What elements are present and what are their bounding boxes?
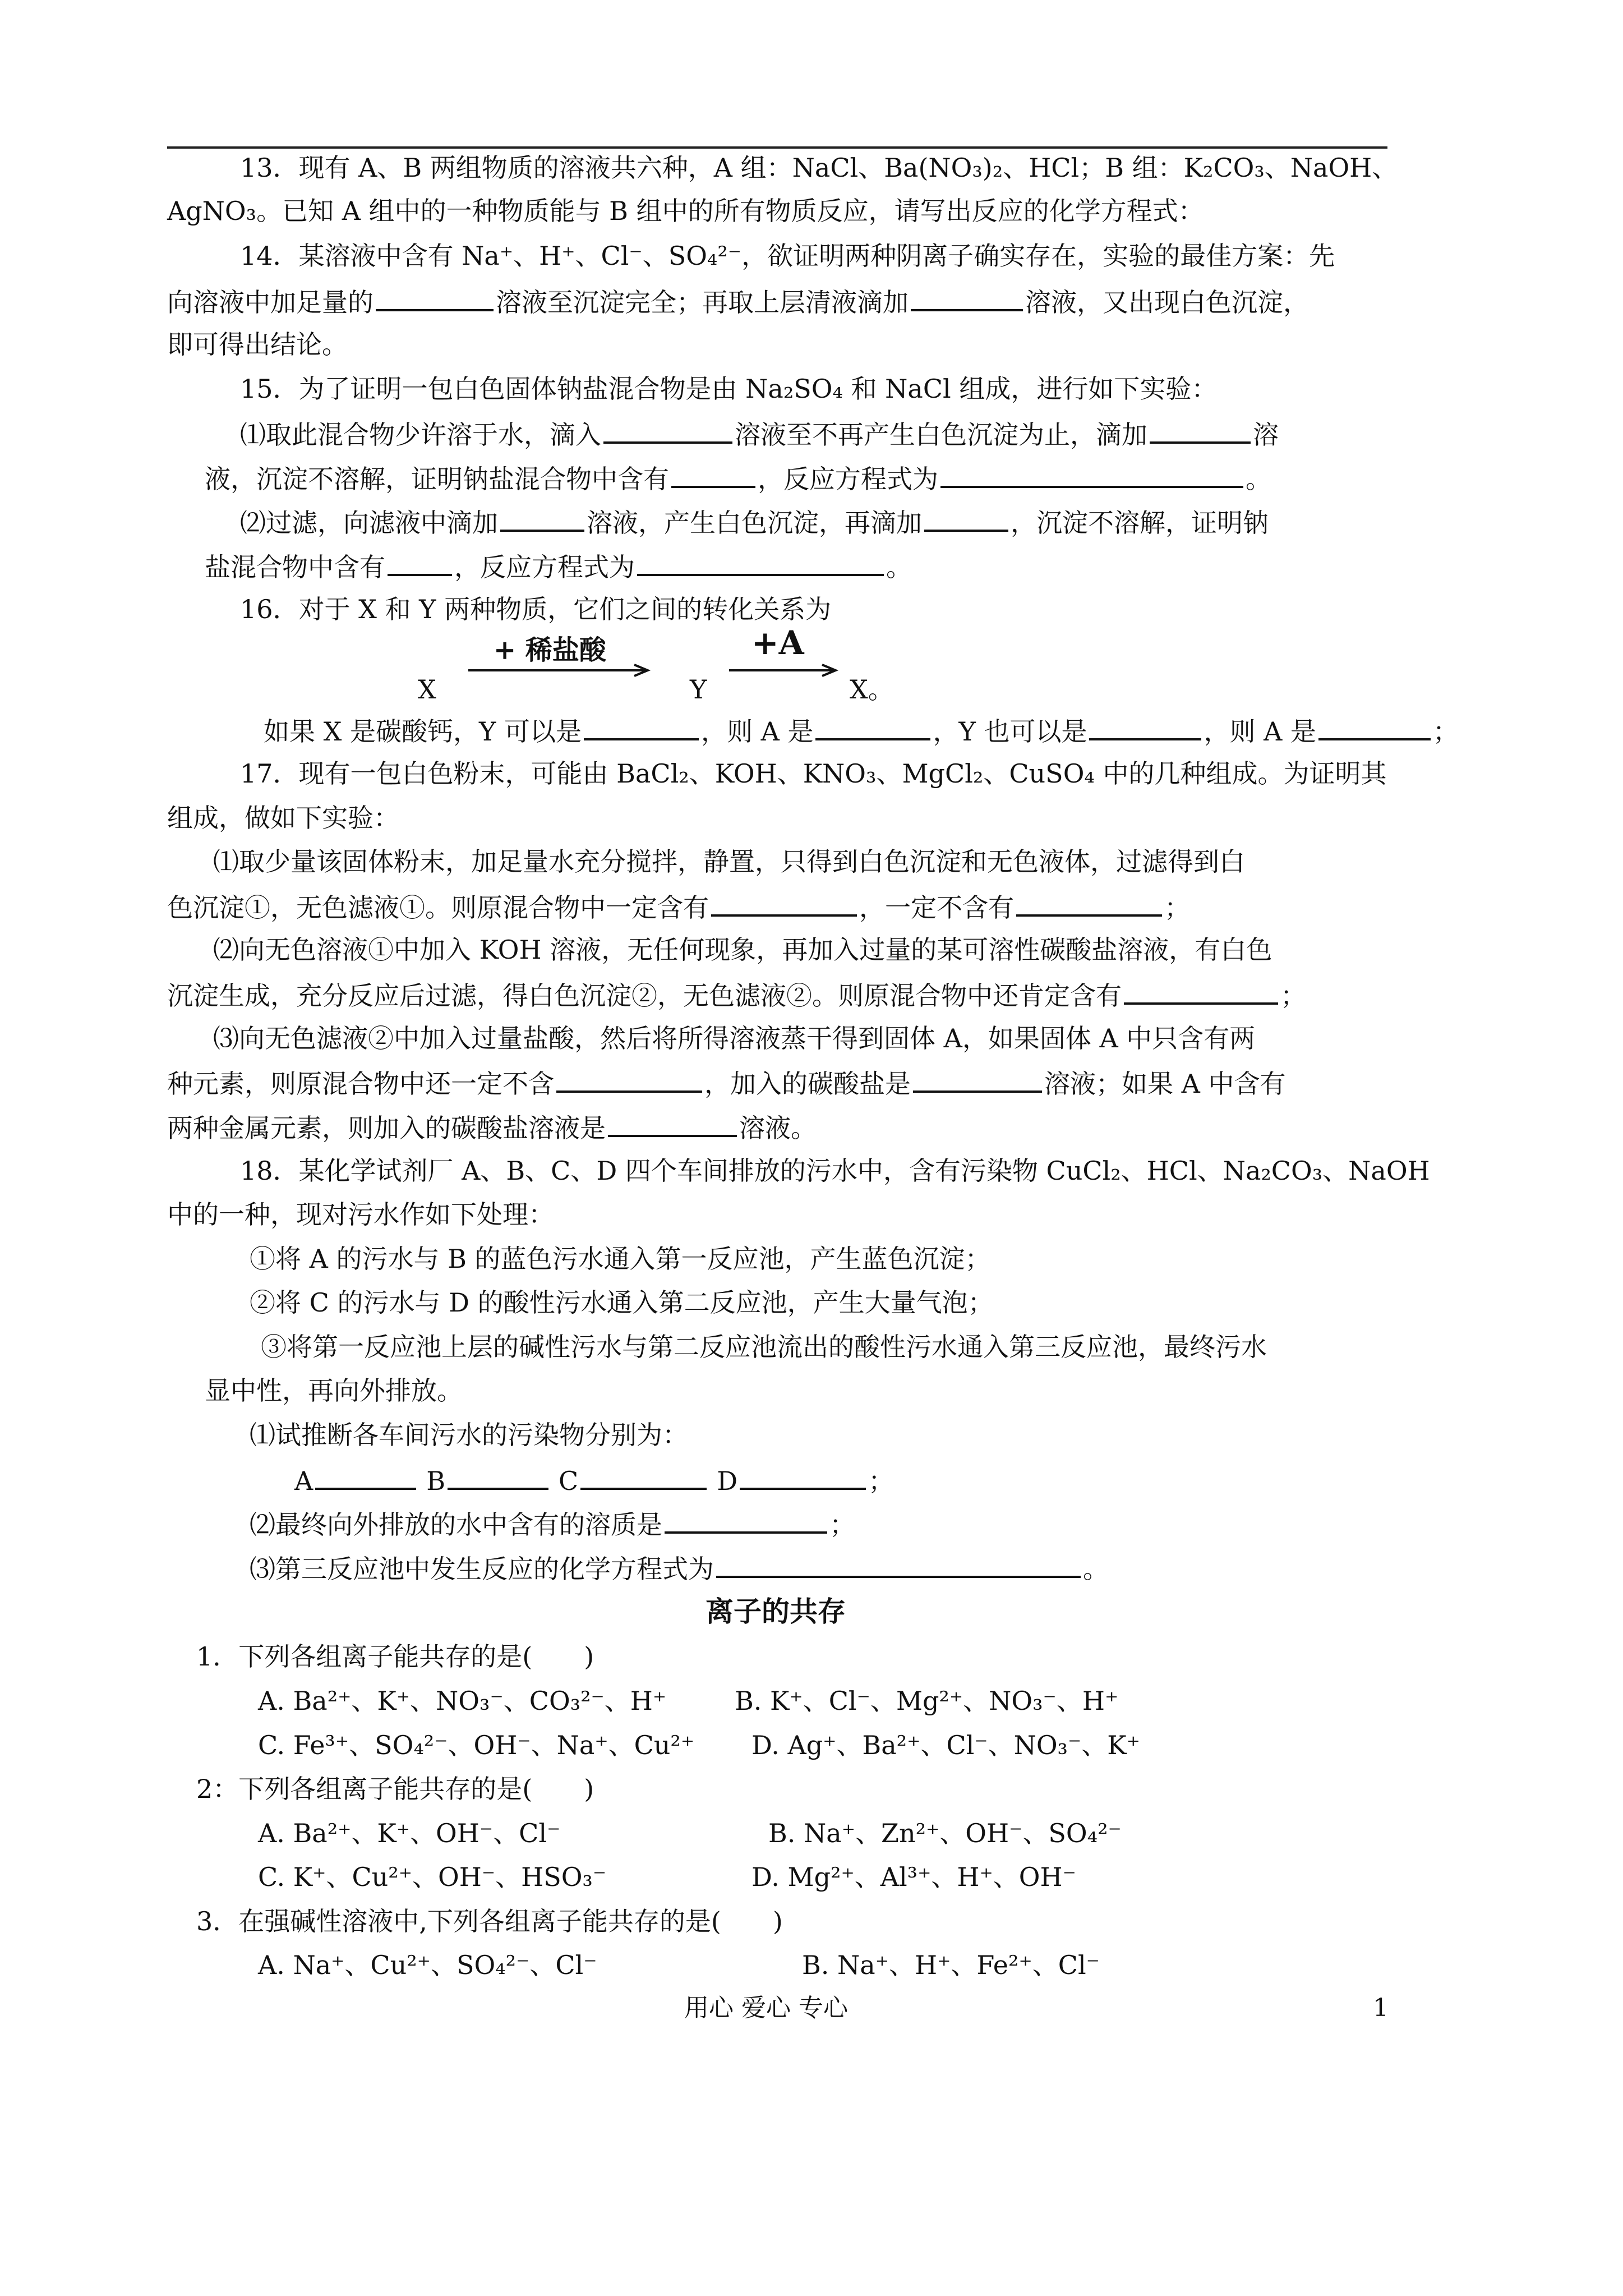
q18-blank-a[interactable] — [315, 1462, 416, 1490]
q18-label-d: D — [717, 1466, 738, 1496]
q18-blank-b[interactable] — [448, 1462, 548, 1490]
q18-line-1: 18．某化学试剂厂 A、B、C、D 四个车间排放的污水中，含有污染物 CuCl₂、HCl、Na₂CO₃、NaOH — [240, 1156, 1430, 1186]
q16-line-3 — [264, 712, 1459, 749]
q15-text-h: 溶液，产生白色沉淀，再滴加 — [587, 508, 922, 538]
q16-x-label: X — [418, 674, 436, 705]
q13-line-1: 13．现有 A、B 两组物质的溶液共六种，A 组：NaCl、Ba(NO₃)₂、HCl；B 组：K₂CO₃、NaOH、 — [240, 153, 1398, 183]
q17-text-c: ； — [1164, 892, 1190, 923]
header-rule — [167, 146, 1387, 149]
q15-blank-1[interactable] — [603, 416, 732, 444]
q17-line-5: ⑵向无色溶液①中加入 KOH 溶液，无任何现象，再加入过量的某可溶性碳酸盐溶液，有白色 — [213, 935, 1272, 965]
q15-line-1: 15．为了证明一包白色固体钠盐混合物是由 Na₂SO₄ 和 NaCl 组成，进行如下实验： — [240, 374, 1218, 404]
q18-text-b: ； — [829, 1510, 855, 1540]
q15-blank-5[interactable] — [500, 504, 584, 532]
q15-text-k: ，反应方程式为 — [454, 552, 635, 582]
q17-text-h: 溶液；如果 A 中含有 — [1044, 1069, 1286, 1099]
q18-line-9 — [250, 1506, 855, 1542]
q14-blank-1[interactable] — [376, 283, 494, 311]
q18-text-end: ； — [868, 1466, 895, 1496]
q16-blank-2[interactable] — [815, 712, 930, 740]
q16-text-e: ； — [1432, 716, 1459, 747]
q14-text-b: 溶液至沉淀完全；再取上层清液滴加 — [496, 287, 909, 318]
q17-line-8 — [167, 1065, 1285, 1101]
q15-text-g: ⑵过滤，向滤液中滴加 — [240, 508, 498, 538]
q17-text-i: 两种金属元素，则加入的碳酸盐溶液是 — [167, 1113, 606, 1143]
q18-line-3: ①将 A 的污水与 B 的蓝色污水通入第一反应池，产生蓝色沉淀； — [250, 1244, 991, 1274]
q15-text-l: 。 — [886, 552, 912, 582]
q18-blank-d[interactable] — [740, 1462, 866, 1490]
q15-blank-8[interactable] — [637, 548, 884, 576]
mc-q1-stem: 1．下列各组离子能共存的是( ) — [196, 1641, 594, 1672]
q18-label-b: B — [426, 1466, 446, 1496]
q16-arrow1-label: + 稀盐酸 — [494, 634, 606, 666]
q15-line-3 — [205, 460, 1271, 496]
q16-arrow-2 — [729, 662, 841, 679]
q15-text-j: 盐混合物中含有 — [205, 552, 385, 582]
q17-line-9 — [167, 1109, 817, 1145]
mc-q3-stem: 3．在强碱性溶液中,下列各组离子能共存的是( ) — [196, 1906, 783, 1936]
mc-q2-option-d[interactable]: D. Mg²⁺、Al³⁺、H⁺、OH⁻ — [751, 1862, 1076, 1892]
q15-text-c: 溶 — [1253, 420, 1279, 450]
q15-text-i: ，沉淀不溶解，证明钠 — [1011, 508, 1269, 538]
q17-line-2: 组成，做如下实验： — [167, 803, 399, 833]
q14-line-2 — [167, 283, 1309, 320]
q15-line-2 — [240, 416, 1279, 452]
mc-q3-option-a[interactable]: A. Na⁺、Cu²⁺、SO₄²⁻、Cl⁻ — [258, 1950, 597, 1980]
q17-line-7: ⑶向无色滤液②中加入过量盐酸，然后将所得溶液蒸干得到固体 A，如果固体 A 中只含有两 — [213, 1023, 1256, 1053]
section-title: 离子的共存 — [706, 1595, 846, 1628]
q13-line-2: AgNO₃。已知 A 组中的一种物质能与 B 组中的所有物质反应，请写出反应的化学方程式： — [167, 196, 1204, 226]
q16-text-b: ，则 A 是 — [700, 716, 814, 747]
q17-blank-2[interactable] — [1016, 889, 1162, 917]
q15-blank-7[interactable] — [388, 548, 452, 576]
q15-blank-3[interactable] — [671, 460, 755, 488]
q15-blank-2[interactable] — [1150, 416, 1251, 444]
q18-text-d: 。 — [1083, 1554, 1109, 1584]
q18-line-8 — [294, 1462, 894, 1498]
q18-line-2: 中的一种，现对污水作如下处理： — [167, 1199, 554, 1230]
q16-blank-3[interactable] — [1089, 712, 1201, 740]
q17-text-d: 沉淀生成，充分反应后过滤，得白色沉淀②，无色滤液②。则原混合物中还肯定含有 — [167, 981, 1122, 1011]
q14-blank-2[interactable] — [911, 283, 1023, 311]
q15-line-4 — [240, 504, 1269, 540]
q17-text-e: ； — [1280, 981, 1306, 1011]
q16-text-c: ，Y 也可以是 — [933, 716, 1087, 747]
q16-arrow-1 — [468, 662, 653, 679]
q17-text-b: ，一定不含有 — [859, 892, 1014, 923]
q18-label-c: C — [559, 1466, 579, 1496]
q16-blank-4[interactable] — [1318, 712, 1431, 740]
mc-q2-stem: 2：下列各组离子能共存的是( ) — [196, 1774, 594, 1804]
q15-blank-6[interactable] — [924, 504, 1008, 532]
mc-q1-option-b[interactable]: B. K⁺、Cl⁻、Mg²⁺、NO₃⁻、H⁺ — [735, 1686, 1119, 1716]
q15-blank-4[interactable] — [940, 460, 1243, 488]
q17-line-6 — [167, 977, 1306, 1013]
q15-text-f: 。 — [1246, 464, 1271, 494]
mc-q2-option-c[interactable]: C. K⁺、Cu²⁺、OH⁻、HSO₃⁻ — [258, 1862, 607, 1892]
q17-line-1: 17．现有一包白色粉末，可能由 BaCl₂、KOH、KNO₃、MgCl₂、CuSO₄ 中的几种组成。为证明其 — [240, 758, 1387, 789]
q18-blank-c[interactable] — [580, 1462, 707, 1490]
mc-q1-option-a[interactable]: A. Ba²⁺、K⁺、NO₃⁻、CO₃²⁻、H⁺ — [258, 1686, 667, 1716]
q17-blank-5[interactable] — [913, 1065, 1042, 1093]
mc-q2-option-b[interactable]: B. Na⁺、Zn²⁺、OH⁻、SO₄²⁻ — [768, 1818, 1122, 1848]
q16-text-d: ，则 A 是 — [1204, 716, 1316, 747]
mc-q1-option-d[interactable]: D. Ag⁺、Ba²⁺、Cl⁻、NO₃⁻、K⁺ — [751, 1730, 1140, 1760]
q16-y-label: Y — [690, 674, 707, 705]
q17-text-g: ，加入的碳酸盐是 — [704, 1069, 911, 1099]
page-number: 1 — [1373, 1994, 1389, 2022]
q15-text-d: 液，沉淀不溶解，证明钠盐混合物中含有 — [205, 464, 669, 494]
q14-text-a: 向溶液中加足量的 — [167, 287, 374, 318]
q15-text-a: ⑴取此混合物少许溶于水，滴入 — [240, 420, 601, 450]
q16-blank-1[interactable] — [584, 712, 699, 740]
q18-label-a: A — [294, 1466, 313, 1496]
q15-text-e: ，反应方程式为 — [758, 464, 938, 494]
q17-blank-6[interactable] — [608, 1109, 737, 1137]
q18-line-4: ②将 C 的污水与 D 的酸性污水通入第二反应池，产生大量气泡； — [250, 1287, 994, 1318]
q18-line-10 — [250, 1550, 1109, 1586]
q18-blank-f[interactable] — [716, 1550, 1081, 1578]
q14-line-1: 14．某溶液中含有 Na⁺、H⁺、Cl⁻、SO₄²⁻，欲证明两种阴离子确实存在，实验的最佳方案：先 — [240, 241, 1335, 271]
q18-text-c: ⑶第三反应池中发生反应的化学方程式为 — [250, 1554, 714, 1584]
q16-text-a: 如果 X 是碳酸钙，Y 可以是 — [264, 716, 582, 747]
q17-line-4 — [167, 889, 1190, 925]
q18-line-6: 显中性，再向外排放。 — [205, 1375, 463, 1406]
q17-text-f: 种元素，则原混合物中还一定不含 — [167, 1069, 554, 1099]
q16-line-1: 16．对于 X 和 Y 两种物质，它们之间的转化关系为 — [240, 594, 832, 624]
mc-q2-option-a[interactable]: A. Ba²⁺、K⁺、OH⁻、Cl⁻ — [258, 1818, 561, 1848]
q18-blank-e[interactable] — [665, 1506, 827, 1534]
q17-blank-1[interactable] — [711, 889, 857, 917]
q18-text-a: ⑵最终向外排放的水中含有的溶质是 — [250, 1510, 662, 1540]
q14-line-3: 即可得出结论。 — [167, 329, 348, 360]
q16-x2-label: X。 — [850, 674, 894, 705]
q15-line-5 — [205, 548, 912, 585]
q18-line-5: ③将第一反应池上层的碱性污水与第二反应池流出的酸性污水通入第三反应池，最终污水 — [261, 1332, 1267, 1362]
q17-text-j: 溶液。 — [739, 1113, 817, 1143]
q18-line-7: ⑴试推断各车间污水的污染物分别为： — [250, 1420, 688, 1450]
q17-blank-4[interactable] — [556, 1065, 702, 1093]
footer-motto: 用心 爱心 专心 — [684, 1994, 848, 2022]
q17-line-3: ⑴取少量该固体粉末，加足量水充分搅拌，静置，只得到白色沉淀和无色液体，过滤得到白 — [213, 846, 1245, 877]
q17-text-a: 色沉淀①，无色滤液①。则原混合物中一定含有 — [167, 892, 709, 923]
q14-text-c: 溶液，又出现白色沉淀， — [1025, 287, 1309, 318]
q15-text-b: 溶液至不再产生白色沉淀为止，滴加 — [735, 420, 1147, 450]
q17-blank-3[interactable] — [1124, 977, 1278, 1005]
q16-arrow2-label: +A — [751, 624, 804, 662]
mc-q3-option-b[interactable]: B. Na⁺、H⁺、Fe²⁺、Cl⁻ — [802, 1950, 1100, 1980]
mc-q1-option-c[interactable]: C. Fe³⁺、SO₄²⁻、OH⁻、Na⁺、Cu²⁺ — [258, 1730, 695, 1760]
